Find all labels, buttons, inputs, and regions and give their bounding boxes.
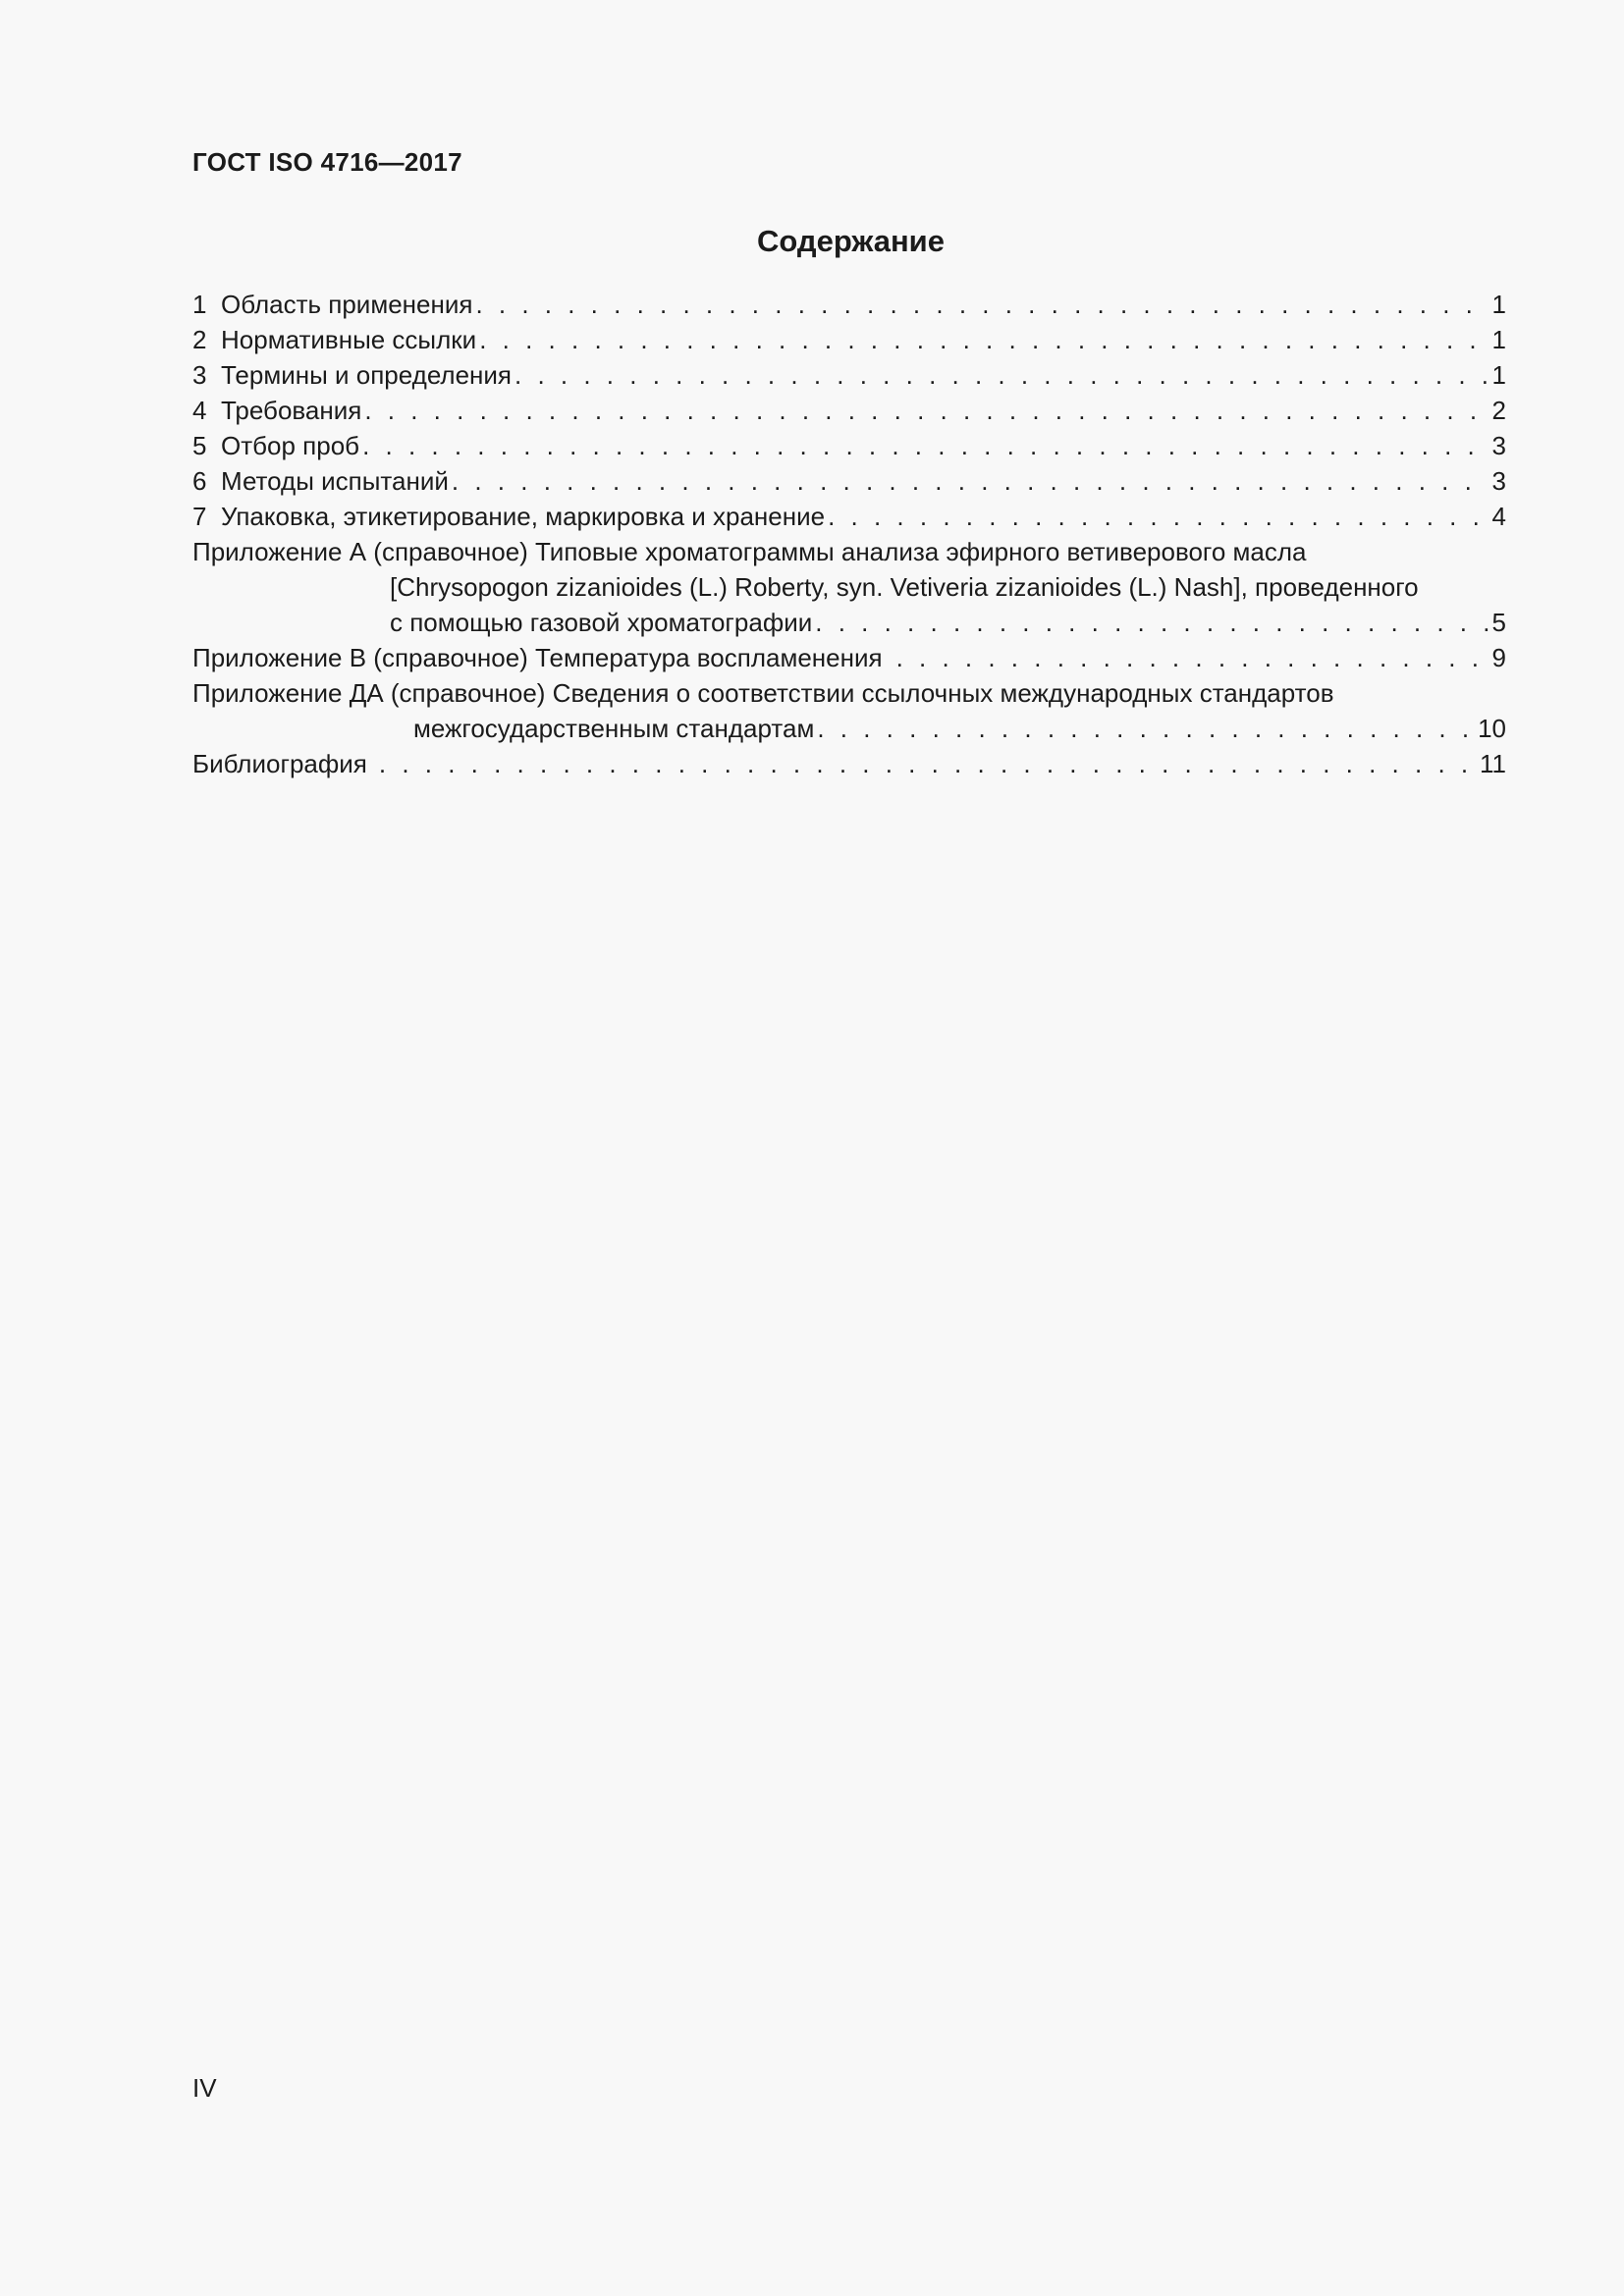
toc-entry-page: 5 [1491, 608, 1506, 637]
appendix-da-line-2 [192, 711, 1506, 746]
toc-entry-number: 7 [192, 502, 207, 531]
toc-entry-page: 4 [1491, 502, 1506, 531]
toc-entry-page: 1 [1491, 360, 1506, 390]
dot-leader [452, 463, 1489, 499]
toc-entry-appendix-a[interactable] [192, 534, 1506, 640]
dot-leader [817, 711, 1475, 746]
appendix-a-line-3 [192, 605, 1506, 640]
toc-entry-title: Библиография [192, 749, 367, 778]
standard-designation: ГОСТ ISO 4716—2017 [192, 147, 462, 177]
toc-entry-3[interactable] [192, 357, 1506, 393]
table-of-contents [192, 287, 1506, 781]
dot-leader [828, 499, 1489, 534]
dot-leader [514, 357, 1489, 393]
toc-entry-6[interactable] [192, 463, 1506, 499]
toc-entry-number: 2 [192, 325, 207, 354]
toc-entry-appendix-da[interactable] [192, 675, 1506, 746]
toc-entry-page: 3 [1491, 466, 1506, 496]
toc-entry-number: 5 [192, 431, 207, 460]
dot-leader [815, 605, 1489, 640]
toc-entry-title: Упаковка, этикетирование, маркировка и хранение [221, 502, 826, 531]
toc-entry-title: с помощью газовой хроматографии [390, 608, 813, 637]
appendix-a-line-2: [Chrysopogon zizanioides (L.) Roberty, syn. Vetiveria zizanioides (L.) Nash], проведенного [390, 572, 1419, 602]
appendix-a-line-1: Приложение А (справочное) Типовые хроматограммы анализа эфирного ветиверового масла [192, 537, 1307, 566]
toc-entry-page: 1 [1491, 325, 1506, 354]
toc-entry-4[interactable] [192, 393, 1506, 428]
toc-entry-page: 1 [1491, 290, 1506, 319]
toc-entry-number: 6 [192, 466, 207, 496]
dot-leader [364, 393, 1489, 428]
toc-entry-7[interactable] [192, 499, 1506, 534]
dot-leader [475, 287, 1489, 322]
toc-entry-page: 3 [1491, 431, 1506, 460]
dot-leader [362, 428, 1489, 463]
toc-entry-2[interactable] [192, 322, 1506, 357]
toc-entry-number: 3 [192, 360, 207, 390]
toc-entry-page: 11 [1480, 749, 1506, 778]
toc-entry-page: 10 [1478, 714, 1506, 743]
toc-entry-title: Приложение В (справочное) Температура воспламенения [192, 643, 883, 672]
toc-entry-1[interactable] [192, 287, 1506, 322]
toc-entry-bibliography[interactable] [192, 746, 1506, 781]
toc-entry-page: 2 [1491, 396, 1506, 425]
toc-entry-title: Нормативные ссылки [221, 325, 477, 354]
toc-entry-title: Отбор проб [221, 431, 360, 460]
toc-entry-title: Методы испытаний [221, 466, 449, 496]
toc-entry-title: Термины и определения [221, 360, 513, 390]
page-number: IV [192, 2073, 217, 2103]
toc-title: Содержание [757, 224, 945, 258]
toc-entry-number: 4 [192, 396, 207, 425]
toc-entry-5[interactable] [192, 428, 1506, 463]
dot-leader [379, 746, 1477, 781]
toc-entry-page: 9 [1491, 643, 1506, 672]
toc-entry-title: Область применения [221, 290, 473, 319]
toc-entry-appendix-b[interactable] [192, 640, 1506, 675]
toc-entry-title: межгосударственным стандартам [413, 714, 815, 743]
toc-entry-title: Требования [221, 396, 362, 425]
dot-leader [479, 322, 1489, 357]
dot-leader [896, 640, 1489, 675]
toc-entry-number: 1 [192, 290, 207, 319]
appendix-da-line-1: Приложение ДА (справочное) Сведения о соответствии ссылочных международных стандартов [192, 678, 1334, 708]
